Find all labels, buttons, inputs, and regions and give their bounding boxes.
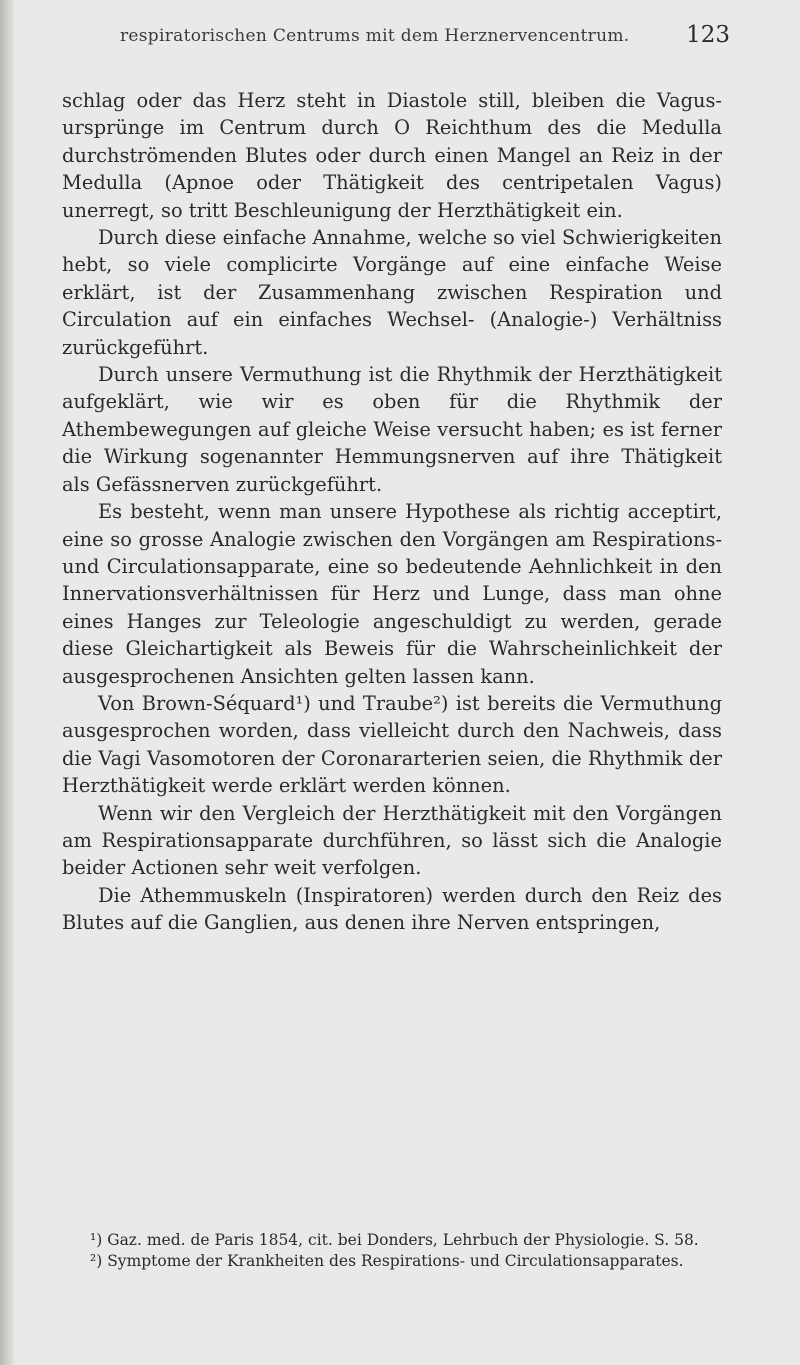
- paragraph: Wenn wir den Vergleich der Herzthätigkeit mit den Vorgängen am Respirationsapparate durchführen, so lässt sich die Analogie beider Actionen sehr weit verfolgen.: [62, 801, 722, 880]
- page-header: [60, 20, 730, 60]
- paragraph: Von Brown-Séquard¹) und Traube²) ist bereits die Vermuthung ausgesprochen worden, dass vielleicht durch den Nachweis, dass die Vagi Vasomotoren der Coronararterien seien, die Rhythmik der Herzthätigkeit werde erklärt werden können.: [62, 691, 722, 798]
- paragraph: schlag oder das Herz steht in Diastole still, bleiben die Vagus-ursprünge im Centrum durch O Reichthum des die Medulla durchströmenden Blutes oder durch einen Mangel an Reiz in der Medulla (Apnoe oder Thätigkeit des centripetalen Vagus) unerregt, so tritt Beschleunigung der Herzthätigkeit ein.: [62, 89, 722, 222]
- paragraph: Es besteht, wenn man unsere Hypothese als richtig acceptirt, eine so grosse Analogie zwischen den Vorgängen am Respirations- und Circulationsapparate, eine so bedeutende Aehnlichkeit in den Innervationsverhältnissen für Herz und Lunge, dass man ohne eines Hanges zur Teleologie angeschuldigt zu werden, gerade diese Gleichartigkeit als Beweis für die Wahrscheinlichkeit der ausgesprochenen Ansichten gelten lassen kann.: [62, 500, 722, 688]
- footnote: ¹) Gaz. med. de Paris 1854, cit. bei Donders, Lehrbuch der Physiologie. S. 58.: [90, 1231, 699, 1249]
- body-text: [62, 87, 722, 937]
- paragraph: Durch diese einfache Annahme, welche so viel Schwierigkeiten hebt, so viele complicirte Vorgänge auf eine einfache Weise erklärt, ist der Zusammenhang zwischen Respiration und Circulation auf ein einfaches Wechsel- (Analogie-) Verhältniss zurückgeführt.: [62, 226, 722, 359]
- running-title: respiratorischen Centrums mit dem Herznervencentrum.: [120, 26, 630, 46]
- page-number: 123: [686, 22, 730, 48]
- page-binding-edge: [0, 0, 14, 1365]
- paragraph: Die Athemmuskeln (Inspiratoren) werden durch den Reiz des Blutes auf die Ganglien, aus denen ihre Nerven entspringen,: [62, 883, 722, 935]
- footnotes: [62, 1230, 722, 1272]
- paragraph: Durch unsere Vermuthung ist die Rhythmik der Herzthätigkeit aufgeklärt, wie wir es oben für die Rhythmik der Athembewegungen auf gleiche Weise versucht haben; es ist ferner die Wirkung sogenannter Hemmungsnerven auf ihre Thätigkeit als Gefässnerven zurückgeführt.: [62, 363, 722, 496]
- footnote: ²) Symptome der Krankheiten des Respirations- und Circulationsapparates.: [90, 1252, 684, 1270]
